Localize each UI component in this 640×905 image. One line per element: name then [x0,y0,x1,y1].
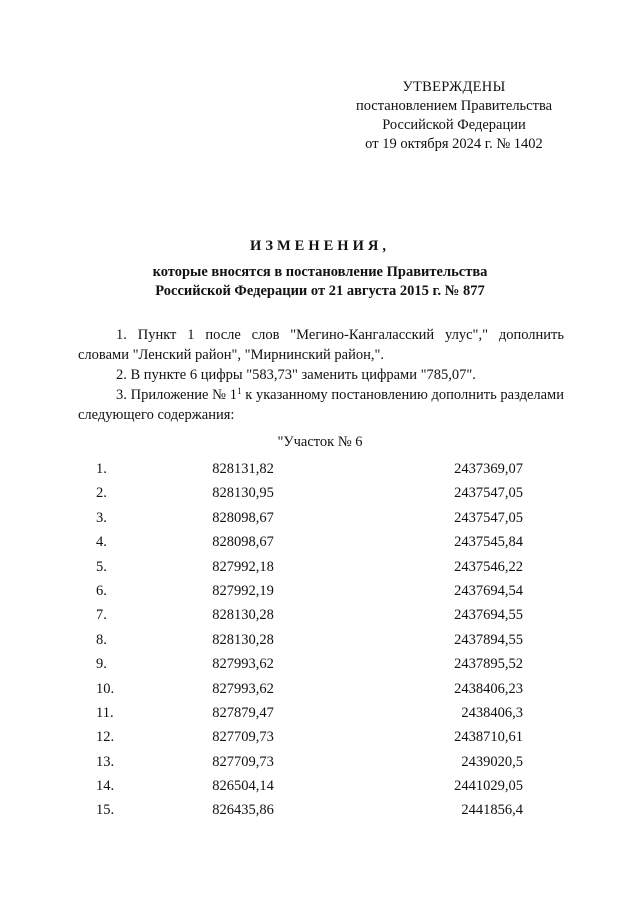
y-coordinate: 2437545,84 [454,534,523,551]
subtitle-line: Российской Федерации от 21 августа 2015 г. № 877 [155,283,485,299]
point-number: 11. [96,704,114,721]
y-coordinate: 2437895,52 [454,656,523,673]
point-number: 10. [96,680,115,697]
x-coordinate: 828130,95 [212,485,274,502]
y-coordinate: 2438710,61 [454,729,523,746]
coordinate-row [78,656,564,680]
x-coordinate: 827993,62 [212,656,274,673]
x-coordinate: 827992,19 [212,582,274,599]
coordinate-row [78,461,564,485]
approval-date: от 19 октября 2024 г. № 1402 [365,136,543,152]
x-coordinate: 828130,28 [212,631,274,648]
x-coordinate: 827992,18 [212,558,274,575]
amendments-text [78,325,564,425]
amendment-item-3 [78,385,564,425]
y-coordinate: 2438406,23 [454,680,523,697]
point-number: 2. [96,485,107,502]
x-coordinate: 827709,73 [212,729,274,746]
section-heading: "Участок № 6 [277,434,363,450]
x-coordinate: 828098,67 [212,509,274,526]
y-coordinate: 2437694,54 [454,582,523,599]
amendment-item-3-start: 3. Приложение № 1 [116,387,238,403]
coordinate-row [78,485,564,509]
y-coordinate: 2437547,05 [454,509,523,526]
superscript: 1 [237,386,242,396]
y-coordinate: 2437369,07 [454,461,523,477]
subtitle-line: которые вносятся в постановление Правительства [152,264,488,280]
coordinate-row [78,559,564,583]
point-number: 8. [96,631,107,648]
approval-line: постановлением Правительства [355,98,553,114]
coordinate-row [78,681,564,705]
coordinate-row [78,632,564,656]
point-number: 6. [96,582,107,599]
y-coordinate: 2441029,05 [454,778,523,795]
point-number: 1. [96,461,107,477]
coordinate-row [78,802,564,826]
y-coordinate: 2437547,05 [454,485,523,502]
point-number: 14. [96,778,115,795]
coordinate-row [78,729,564,753]
x-coordinate: 828098,67 [212,534,274,551]
x-coordinate: 828131,82 [212,461,274,477]
point-number: 12. [96,729,115,746]
point-number: 5. [96,558,107,575]
coordinate-row [78,754,564,778]
y-coordinate: 2437894,55 [454,631,523,648]
x-coordinate: 828130,28 [212,607,274,624]
x-coordinate: 826504,14 [212,778,274,795]
y-coordinate: 2437546,22 [454,558,523,575]
amendment-item-1: 1. Пункт 1 после слов "Мегино-Кангаласский улус"," дополнить словами "Ленский район", "Мирнинский район,". [78,327,564,363]
approval-line: Российской Федерации [382,117,526,133]
document-title: ИЗМЕНЕНИЯ, [250,238,390,254]
coordinate-row [78,705,564,729]
point-number: 13. [96,753,115,770]
amendment-item-2: 2. В пункте 6 цифры "583,73" заменить цифрами "785,07". [116,367,476,383]
point-number: 15. [96,802,115,819]
x-coordinate: 827709,73 [212,753,274,770]
coordinates-table [78,461,564,827]
point-number: 7. [96,607,107,624]
coordinate-row [78,534,564,558]
x-coordinate: 827993,62 [212,680,274,697]
point-number: 9. [96,656,107,673]
y-coordinate: 2438406,3 [461,704,523,721]
y-coordinate: 2441856,4 [461,802,523,819]
approval-block [340,78,568,154]
coordinate-row [78,510,564,534]
document-subtitle [0,263,640,301]
y-coordinate: 2437694,55 [454,607,523,624]
point-number: 4. [96,534,107,551]
x-coordinate: 827879,47 [212,704,274,721]
y-coordinate: 2439020,5 [461,753,523,770]
amendment-item-3-end: к указанному постановлению дополнить разделами следующего содержания: [78,387,564,423]
coordinate-row [78,778,564,802]
coordinate-row [78,583,564,607]
coordinate-row [78,607,564,631]
point-number: 3. [96,509,107,526]
approval-heading: УТВЕРЖДЕНЫ [402,79,506,95]
x-coordinate: 826435,86 [212,802,274,819]
